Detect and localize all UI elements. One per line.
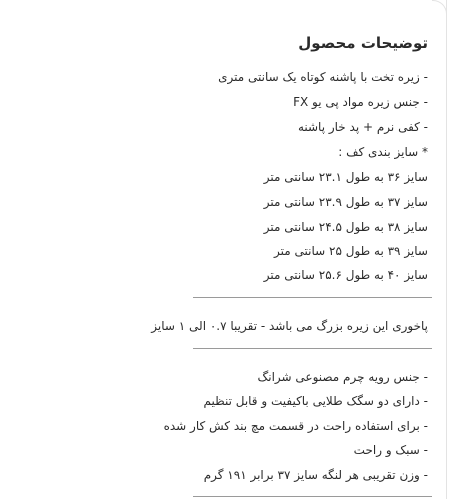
spec-line: - جنس زیره مواد پی یو FX [293, 95, 428, 109]
divider [193, 348, 432, 349]
size-line: سایز ۳۶ به طول ۲۳.۱ سانتی متر [263, 170, 428, 184]
feature-line: - جنس رویه چرم مصنوعی شرانگ [257, 370, 428, 384]
feature-line: - دارای دو سگک طلایی باکیفیت و قابل تنظیم [203, 394, 428, 408]
size-line: سایز ۳۸ به طول ۲۴.۵ سانتی متر [263, 220, 428, 234]
section-title: توضیحات محصول [298, 34, 428, 52]
divider [193, 496, 432, 497]
spec-line: * سایز بندی کف : [338, 145, 428, 159]
fit-note: پاخوری این زیره بزرگ می باشد - تقریبا ۰.۷ الی ۱ سایز [151, 319, 428, 333]
size-line: سایز ۳۹ به طول ۲۵ سانتی متر [274, 244, 428, 258]
spec-line: - کفی نرم + پد خار پاشنه [297, 120, 428, 134]
spec-line: - زیره تخت با پاشنه کوتاه یک سانتی متری [218, 70, 428, 84]
size-line: سایز ۴۰ به طول ۲۵.۶ سانتی متر [263, 268, 428, 282]
feature-line: - سبک و راحت [353, 443, 428, 457]
size-line: سایز ۳۷ به طول ۲۳.۹ سانتی متر [263, 195, 428, 209]
feature-line: - وزن تقریبی هر لنگه سایز ۳۷ برابر ۱۹۱ گرم [203, 468, 428, 482]
feature-line: - برای استفاده راحت در قسمت مچ بند کش کار شده [163, 419, 428, 433]
divider [193, 297, 432, 298]
